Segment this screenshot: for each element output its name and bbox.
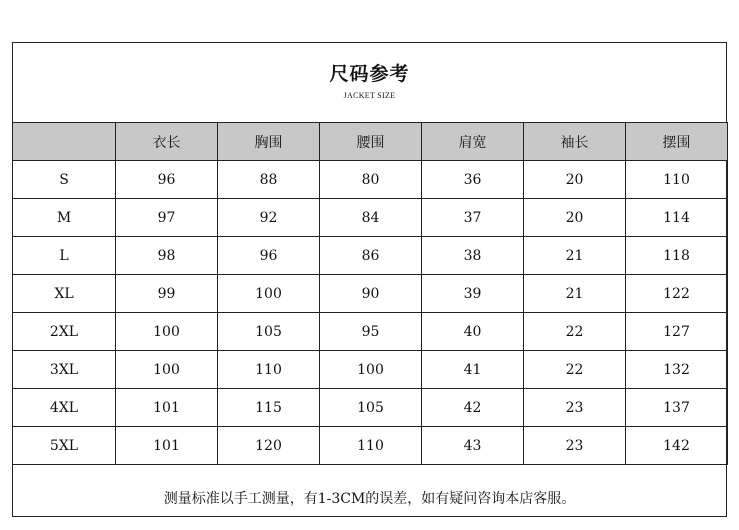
size-label: 3XL bbox=[13, 351, 116, 389]
table-row bbox=[13, 275, 728, 313]
table-cell: 110 bbox=[320, 427, 422, 465]
table-cell: 97 bbox=[116, 199, 218, 237]
table-cell: 22 bbox=[524, 313, 626, 351]
header-cell-length: 衣长 bbox=[116, 123, 218, 161]
table-cell: 142 bbox=[626, 427, 728, 465]
table-cell: 40 bbox=[422, 313, 524, 351]
size-label: L bbox=[13, 237, 116, 275]
header-row bbox=[13, 123, 728, 161]
table-cell: 127 bbox=[626, 313, 728, 351]
size-table bbox=[12, 122, 728, 465]
table-cell: 22 bbox=[524, 351, 626, 389]
table-cell: 114 bbox=[626, 199, 728, 237]
table-cell: 101 bbox=[116, 389, 218, 427]
table-row bbox=[13, 313, 728, 351]
table-cell: 110 bbox=[626, 161, 728, 199]
table-cell: 96 bbox=[218, 237, 320, 275]
table-cell: 42 bbox=[422, 389, 524, 427]
table-cell: 105 bbox=[218, 313, 320, 351]
header-cell-size bbox=[13, 123, 116, 161]
table-cell: 43 bbox=[422, 427, 524, 465]
table-cell: 118 bbox=[626, 237, 728, 275]
size-label: 4XL bbox=[13, 389, 116, 427]
table-cell: 38 bbox=[422, 237, 524, 275]
page-subtitle: JACKET SIZE bbox=[343, 91, 396, 100]
table-cell: 132 bbox=[626, 351, 728, 389]
table-cell: 21 bbox=[524, 237, 626, 275]
size-chart bbox=[12, 42, 727, 517]
table-cell: 88 bbox=[218, 161, 320, 199]
table-row bbox=[13, 427, 728, 465]
table-cell: 23 bbox=[524, 427, 626, 465]
table-cell: 137 bbox=[626, 389, 728, 427]
table-row bbox=[13, 161, 728, 199]
table-cell: 92 bbox=[218, 199, 320, 237]
table-cell: 95 bbox=[320, 313, 422, 351]
table-cell: 100 bbox=[116, 351, 218, 389]
table-cell: 37 bbox=[422, 199, 524, 237]
table-cell: 98 bbox=[116, 237, 218, 275]
table-row bbox=[13, 389, 728, 427]
title-area bbox=[13, 43, 726, 123]
table-cell: 21 bbox=[524, 275, 626, 313]
header-cell-chest: 胸围 bbox=[218, 123, 320, 161]
table-cell: 90 bbox=[320, 275, 422, 313]
size-label: 2XL bbox=[13, 313, 116, 351]
table-cell: 122 bbox=[626, 275, 728, 313]
table-cell: 115 bbox=[218, 389, 320, 427]
table-cell: 39 bbox=[422, 275, 524, 313]
page-title: 尺码参考 bbox=[329, 63, 410, 85]
size-label: 5XL bbox=[13, 427, 116, 465]
table-row bbox=[13, 199, 728, 237]
table-cell: 41 bbox=[422, 351, 524, 389]
table-row bbox=[13, 351, 728, 389]
table-cell: 101 bbox=[116, 427, 218, 465]
table-cell: 36 bbox=[422, 161, 524, 199]
table-cell: 84 bbox=[320, 199, 422, 237]
header-cell-sleeve: 袖长 bbox=[524, 123, 626, 161]
table-cell: 80 bbox=[320, 161, 422, 199]
table-cell: 100 bbox=[218, 275, 320, 313]
table-cell: 96 bbox=[116, 161, 218, 199]
table-row bbox=[13, 237, 728, 275]
size-label: XL bbox=[13, 275, 116, 313]
table-cell: 110 bbox=[218, 351, 320, 389]
measurement-note: 测量标准以手工测量，有1-3CM的误差，如有疑问咨询本店客服。 bbox=[163, 491, 576, 507]
table-cell: 120 bbox=[218, 427, 320, 465]
table-cell: 20 bbox=[524, 161, 626, 199]
table-cell: 20 bbox=[524, 199, 626, 237]
size-label: S bbox=[13, 161, 116, 199]
header-cell-waist: 腰围 bbox=[320, 123, 422, 161]
header-cell-shoulder: 肩宽 bbox=[422, 123, 524, 161]
table-cell: 100 bbox=[116, 313, 218, 351]
table-cell: 23 bbox=[524, 389, 626, 427]
table-cell: 105 bbox=[320, 389, 422, 427]
header-cell-hem: 摆围 bbox=[626, 123, 728, 161]
table-cell: 100 bbox=[320, 351, 422, 389]
size-label: M bbox=[13, 199, 116, 237]
table-cell: 99 bbox=[116, 275, 218, 313]
table-cell: 86 bbox=[320, 237, 422, 275]
